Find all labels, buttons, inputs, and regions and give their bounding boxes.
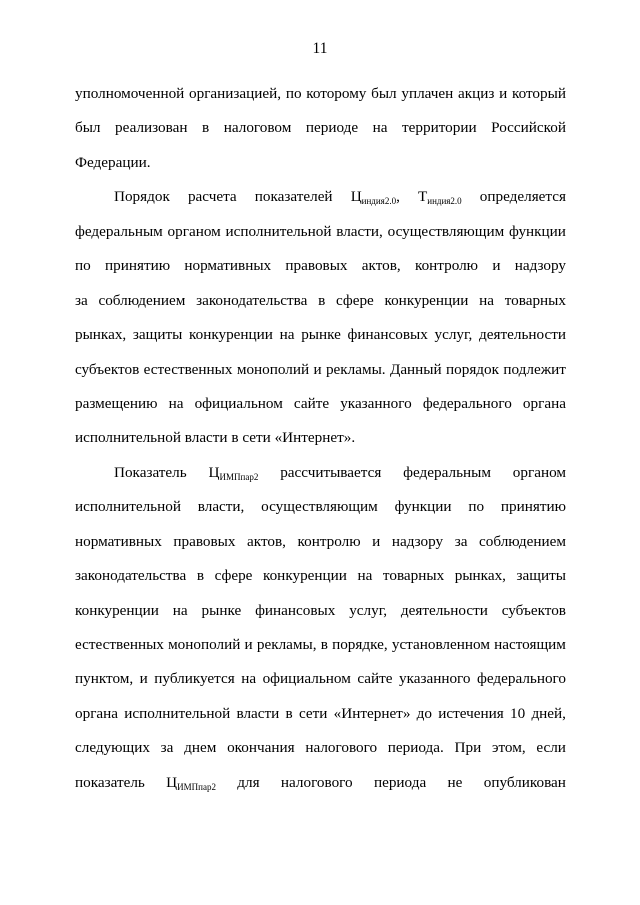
- word: на: [479, 291, 494, 309]
- word: функции: [508, 222, 566, 240]
- text-line: [75, 111, 566, 145]
- text-line: [75, 594, 566, 628]
- word: за: [75, 291, 88, 309]
- indicator-symbol: [209, 456, 259, 494]
- word: власти,: [197, 498, 245, 516]
- word: Порядок: [114, 188, 170, 206]
- word: этом,: [491, 739, 526, 757]
- word: субъектов: [75, 360, 140, 378]
- indicator-letter: Ц: [350, 188, 362, 206]
- word: за: [454, 532, 468, 550]
- word: периоде: [305, 119, 359, 137]
- word: определяется: [479, 188, 566, 206]
- word: на: [279, 326, 295, 344]
- indicator-subscript: индия2.0: [361, 196, 397, 207]
- word: рынках,: [75, 326, 127, 344]
- text-line: [75, 387, 566, 421]
- word: соблюдением: [479, 532, 566, 550]
- word: по: [285, 85, 302, 102]
- word: принятию: [500, 498, 566, 516]
- word: Показатель: [114, 463, 187, 481]
- word: публикуется: [154, 670, 235, 688]
- word: конкуренции: [189, 326, 273, 344]
- word: рынке: [301, 326, 341, 344]
- word: размещению: [75, 394, 158, 412]
- word: истечения: [438, 704, 504, 722]
- word: в: [202, 119, 210, 137]
- page-number: 11: [312, 40, 328, 57]
- word: естественных: [75, 636, 164, 653]
- word: который: [511, 85, 566, 102]
- word: власти,: [336, 222, 383, 240]
- indicator-letter: Т: [417, 188, 428, 206]
- word: правовых: [173, 532, 236, 550]
- word: и: [372, 532, 381, 550]
- word: «Интернет».: [274, 429, 356, 447]
- word: конкуренции: [75, 601, 159, 619]
- word: федерального: [422, 394, 512, 412]
- word: и: [499, 85, 508, 102]
- word: рынках,: [454, 567, 506, 585]
- indicator-letter: Ц: [166, 773, 178, 791]
- word: органом: [512, 463, 566, 481]
- word: для: [237, 773, 260, 791]
- word: не: [447, 773, 463, 791]
- word: товарных: [504, 291, 566, 309]
- word: акциз: [458, 85, 495, 102]
- word: по: [75, 257, 91, 275]
- indicator-subscript: ИМПпар2: [177, 781, 216, 792]
- word: за: [160, 739, 174, 757]
- word: расчета: [187, 188, 237, 206]
- word: и: [492, 257, 501, 275]
- word: надзору: [391, 532, 444, 550]
- word: функции: [394, 498, 452, 516]
- word: монополий: [236, 360, 310, 378]
- word: услуг,: [349, 601, 388, 619]
- word: показателей: [254, 188, 333, 206]
- word: власти: [236, 704, 280, 722]
- word: налоговом: [223, 119, 292, 137]
- word: Данный: [389, 360, 442, 378]
- word: следующих: [75, 739, 150, 757]
- word: осуществляющим: [261, 498, 378, 516]
- word: органа: [75, 704, 119, 722]
- word: надзору: [514, 257, 566, 275]
- text-line: [75, 353, 566, 387]
- text-line: [75, 525, 566, 559]
- word: исполнительной: [225, 222, 332, 240]
- word: рассчитывается: [280, 463, 382, 481]
- word: исполнительной: [124, 704, 231, 722]
- word: и: [313, 360, 322, 378]
- word: актов,: [361, 257, 401, 275]
- indicator-symbol: [418, 180, 462, 218]
- word: Российской: [491, 119, 566, 137]
- word: показатель: [75, 773, 145, 791]
- word: субъектов: [501, 601, 566, 619]
- indicator-letter: Ц: [208, 463, 220, 481]
- text-line: [75, 146, 566, 180]
- word: установленном: [391, 636, 490, 653]
- word: был: [75, 119, 101, 137]
- word: органом: [167, 222, 221, 240]
- word: уплачен: [401, 85, 454, 102]
- word: на: [172, 601, 188, 619]
- word: сайте: [357, 670, 393, 688]
- word: правовых: [285, 257, 348, 275]
- word: сфере: [335, 291, 374, 309]
- word: до: [416, 704, 432, 722]
- word: деятельности: [400, 601, 488, 619]
- word: контролю: [297, 532, 361, 550]
- word: монополий: [168, 636, 241, 653]
- word: в: [320, 636, 328, 653]
- word: дней,: [531, 704, 566, 722]
- word: официальном: [262, 670, 351, 688]
- word: федеральным: [75, 222, 163, 240]
- word: Федерации.: [75, 153, 151, 171]
- indicator-subscript: индия2.0: [427, 196, 462, 207]
- word: официальном: [194, 394, 283, 412]
- word: органа: [522, 394, 566, 412]
- word: указанного: [340, 394, 412, 412]
- word: сайте: [293, 394, 330, 412]
- word: конкуренции: [384, 291, 469, 309]
- word: которому: [306, 85, 367, 102]
- word: законодательства: [196, 291, 308, 309]
- word: товарных: [382, 567, 445, 585]
- word: порядок: [446, 360, 500, 378]
- word: финансовых: [255, 601, 336, 619]
- word: «Интернет»: [333, 704, 411, 722]
- word: в: [196, 567, 205, 585]
- word: и: [244, 636, 253, 653]
- word: сфере: [214, 567, 253, 585]
- word: сети: [298, 704, 328, 722]
- word: на: [241, 670, 257, 688]
- word: реализован: [115, 119, 188, 137]
- word: территории: [402, 119, 477, 137]
- text-line: [75, 180, 566, 214]
- word: указанного: [398, 670, 471, 688]
- word: был: [371, 85, 397, 102]
- word: настоящим: [494, 636, 566, 653]
- word: При: [454, 739, 482, 757]
- word: по: [468, 498, 485, 516]
- word: исполнительной: [75, 498, 181, 516]
- text-line: [75, 559, 566, 593]
- indicator-symbol: [351, 180, 400, 218]
- word: и: [139, 670, 148, 688]
- document-body: [75, 77, 566, 800]
- text-line: [75, 318, 566, 352]
- word: окончания: [227, 739, 295, 757]
- word: нормативных: [75, 532, 162, 550]
- word: пунктом,: [75, 670, 134, 688]
- word: на: [168, 394, 184, 412]
- word: опубликован: [483, 773, 566, 791]
- word: власти: [184, 429, 228, 447]
- word: актов,: [247, 532, 286, 550]
- word: сети: [242, 429, 271, 447]
- text-line: [75, 249, 566, 283]
- word: защиты: [516, 567, 566, 585]
- word: соблюдением: [98, 291, 186, 309]
- word: если: [536, 739, 566, 757]
- word: периода.: [387, 739, 444, 757]
- word: деятельности: [479, 326, 566, 344]
- word: в: [231, 429, 239, 447]
- word: уполномоченной: [75, 85, 185, 102]
- word: контролю: [414, 257, 479, 275]
- word: защиты: [132, 326, 183, 344]
- word: конкуренции: [262, 567, 347, 585]
- word: рекламы,: [256, 636, 317, 653]
- text-line: [75, 731, 566, 765]
- word: организацией,: [189, 85, 282, 102]
- word: на: [357, 567, 373, 585]
- word: исполнительной: [75, 429, 181, 447]
- text-line: [75, 662, 566, 696]
- text-line: [75, 77, 566, 111]
- word: 10: [510, 704, 526, 722]
- word: федеральным: [403, 463, 491, 481]
- word: законодательства: [75, 567, 187, 585]
- word: осуществляющим: [387, 222, 505, 240]
- word: федерального: [477, 670, 566, 688]
- text-line: [75, 215, 566, 249]
- word: в: [318, 291, 326, 309]
- text-line: [75, 766, 566, 800]
- word: в: [285, 704, 293, 722]
- word: подлежит: [503, 360, 566, 378]
- text-line: [75, 284, 566, 318]
- text-line: [75, 456, 566, 490]
- word: периода: [373, 773, 427, 791]
- text-line: [75, 697, 566, 731]
- word: финансовых: [347, 326, 428, 344]
- text-line: [75, 421, 566, 455]
- text-line: [75, 628, 566, 662]
- word: рынке: [201, 601, 242, 619]
- indicator-symbol: [166, 766, 216, 804]
- word: естественных: [143, 360, 233, 378]
- word: налогового: [305, 739, 378, 757]
- indicator-subscript: ИМПпар2: [219, 471, 259, 482]
- word: рекламы.: [325, 360, 386, 378]
- word: налогового: [280, 773, 353, 791]
- word: услуг,: [434, 326, 473, 344]
- punctuation: ,: [396, 188, 400, 206]
- word: нормативных: [184, 257, 272, 275]
- word: принятию: [105, 257, 171, 275]
- word: на: [372, 119, 388, 137]
- word: порядке,: [332, 636, 388, 653]
- word: днем: [184, 739, 217, 757]
- text-line: [75, 490, 566, 524]
